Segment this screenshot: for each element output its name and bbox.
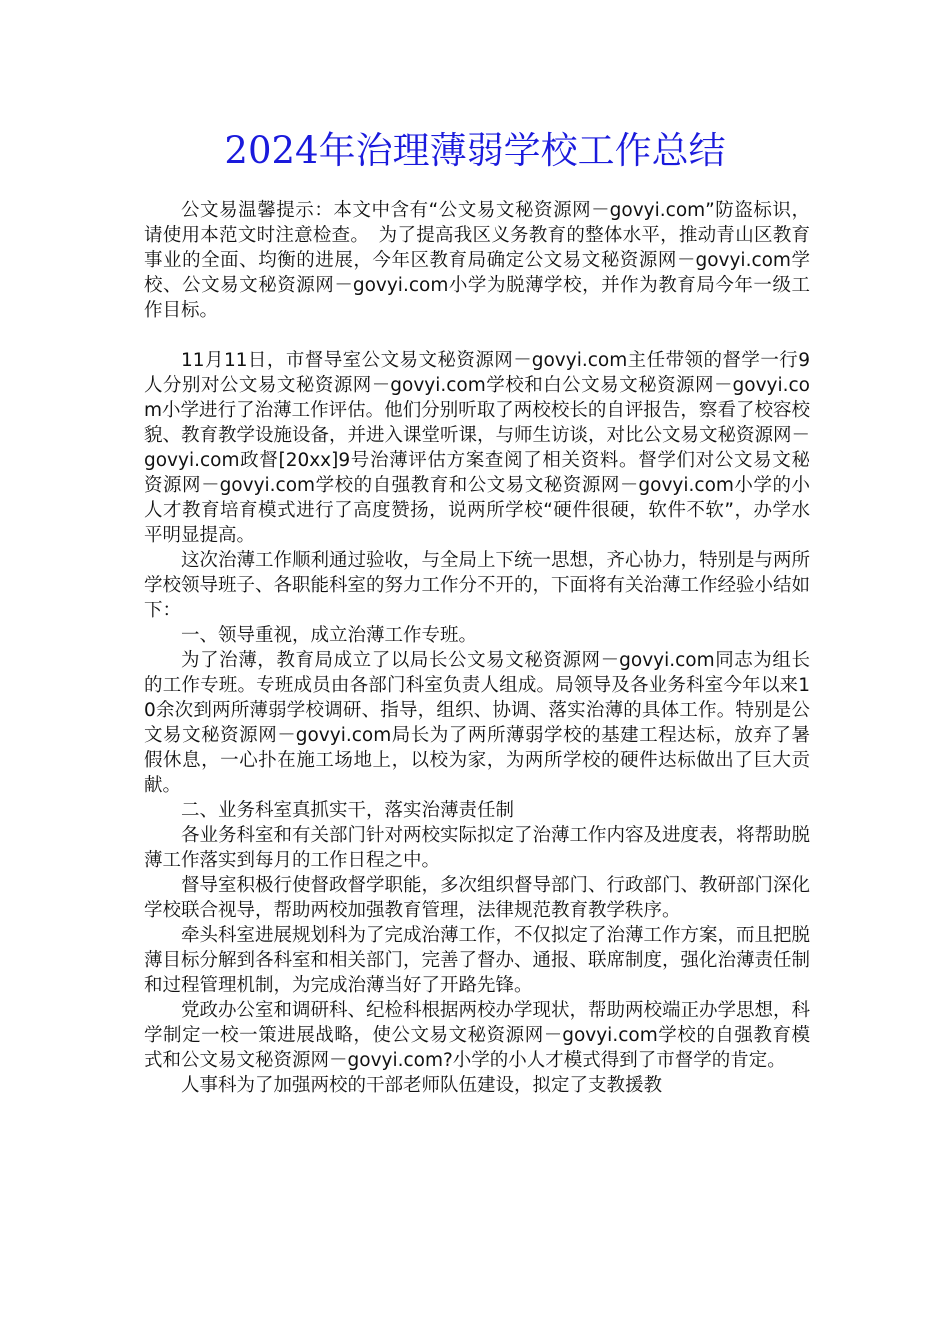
paragraph-evaluation: 11月11日，市督导室公文易文秘资源网－govyi.com主任带领的督学一行9人分别对公文易文秘资源网－govyi.com学校和白公文易文秘资源网－govyi.com小学进行了治薄工作评估。他们分别听取了两校校长的自评报告，察看了校容校貌、教育教学设施设备，并进入课堂听课，与师生访谈，对比公文易文秘资源网－govyi.com政督[20xx]9号治薄评估方案查阅了相关资料。督学们对公文易文秘资源网－govyi.com学校的自强教育和公文易文秘资源网－govyi.com小学的小人才教育培育模式进行了高度赞扬，说两所学校“硬件很硬，软件不软”，办学水平明显提高。 — [144, 350, 811, 546]
paragraph-planning: 牵头科室进展规划科为了完成治薄工作，不仅拟定了治薄工作方案，而且把脱薄目标分解到各科室和相关部门，完善了督办、通报、联席制度，强化治薄责任制和过程管理机制，为完成治薄当好了开路先锋。 — [144, 925, 811, 996]
paragraph-personnel: 人事科为了加强两校的干部老师队伍建设，拟定了支教援教 — [181, 1075, 663, 1096]
section-heading-2: 二、业务科室真抓实干，落实治薄责任制 — [181, 800, 515, 821]
paragraph-departments: 各业务科室和有关部门针对两校实际拟定了治薄工作内容及进度表，将帮助脱薄工作落实到每月的工作日程之中。 — [144, 825, 811, 871]
paragraph-intro: 公文易温馨提示：本文中含有“公文易文秘资源网－govyi.com”防盗标识，请使用本范文时注意检查。 为了提高我区义务教育的整体水平，推动青山区教育事业的全面、均衡的进展，今年区教育局确定公文易文秘资源网－govyi.com学校、公文易文秘资源网－govyi.com小学为脱薄学校，并作为教育局今年一级工作目标。 — [144, 200, 810, 321]
document-body — [144, 198, 810, 1098]
paragraph-party-office: 党政办公室和调研科、纪检科根据两校办学现状，帮助两校端正办学思想，科学制定一校一策进展战略，使公文易文秘资源网－govyi.com学校的自强教育模式和公文易文秘资源网－govyi.com?小学的小人才模式得到了市督学的肯定。 — [144, 1000, 811, 1071]
document-title: 2024年治理薄弱学校工作总结 — [224, 129, 726, 172]
paragraph-supervision: 督导室积极行使督政督学职能，多次组织督导部门、行政部门、教研部门深化学校联合视导，帮助两校加强教育管理，法律规范教育教学秩序。 — [144, 875, 811, 921]
paragraph-summary: 这次治薄工作顺利通过验收，与全局上下统一思想，齐心协力，特别是与两所学校领导班子、各职能科室的努力工作分不开的，下面将有关治薄工作经验小结如下： — [144, 550, 811, 621]
section-heading-1: 一、领导重视，成立治薄工作专班。 — [181, 625, 478, 646]
paragraph-leadership: 为了治薄，教育局成立了以局长公文易文秘资源网－govyi.com同志为组长的工作专班。专班成员由各部门科室负责人组成。局领导及各业务科室今年以来10余次到两所薄弱学校调研、指导，组织、协调、落实治薄的具体工作。特别是公文易文秘资源网－govyi.com局长为了两所薄弱学校的基建工程达标，放弃了暑假休息，一心扑在施工场地上，以校为家，为两所学校的硬件达标做出了巨大贡献。 — [144, 650, 810, 796]
